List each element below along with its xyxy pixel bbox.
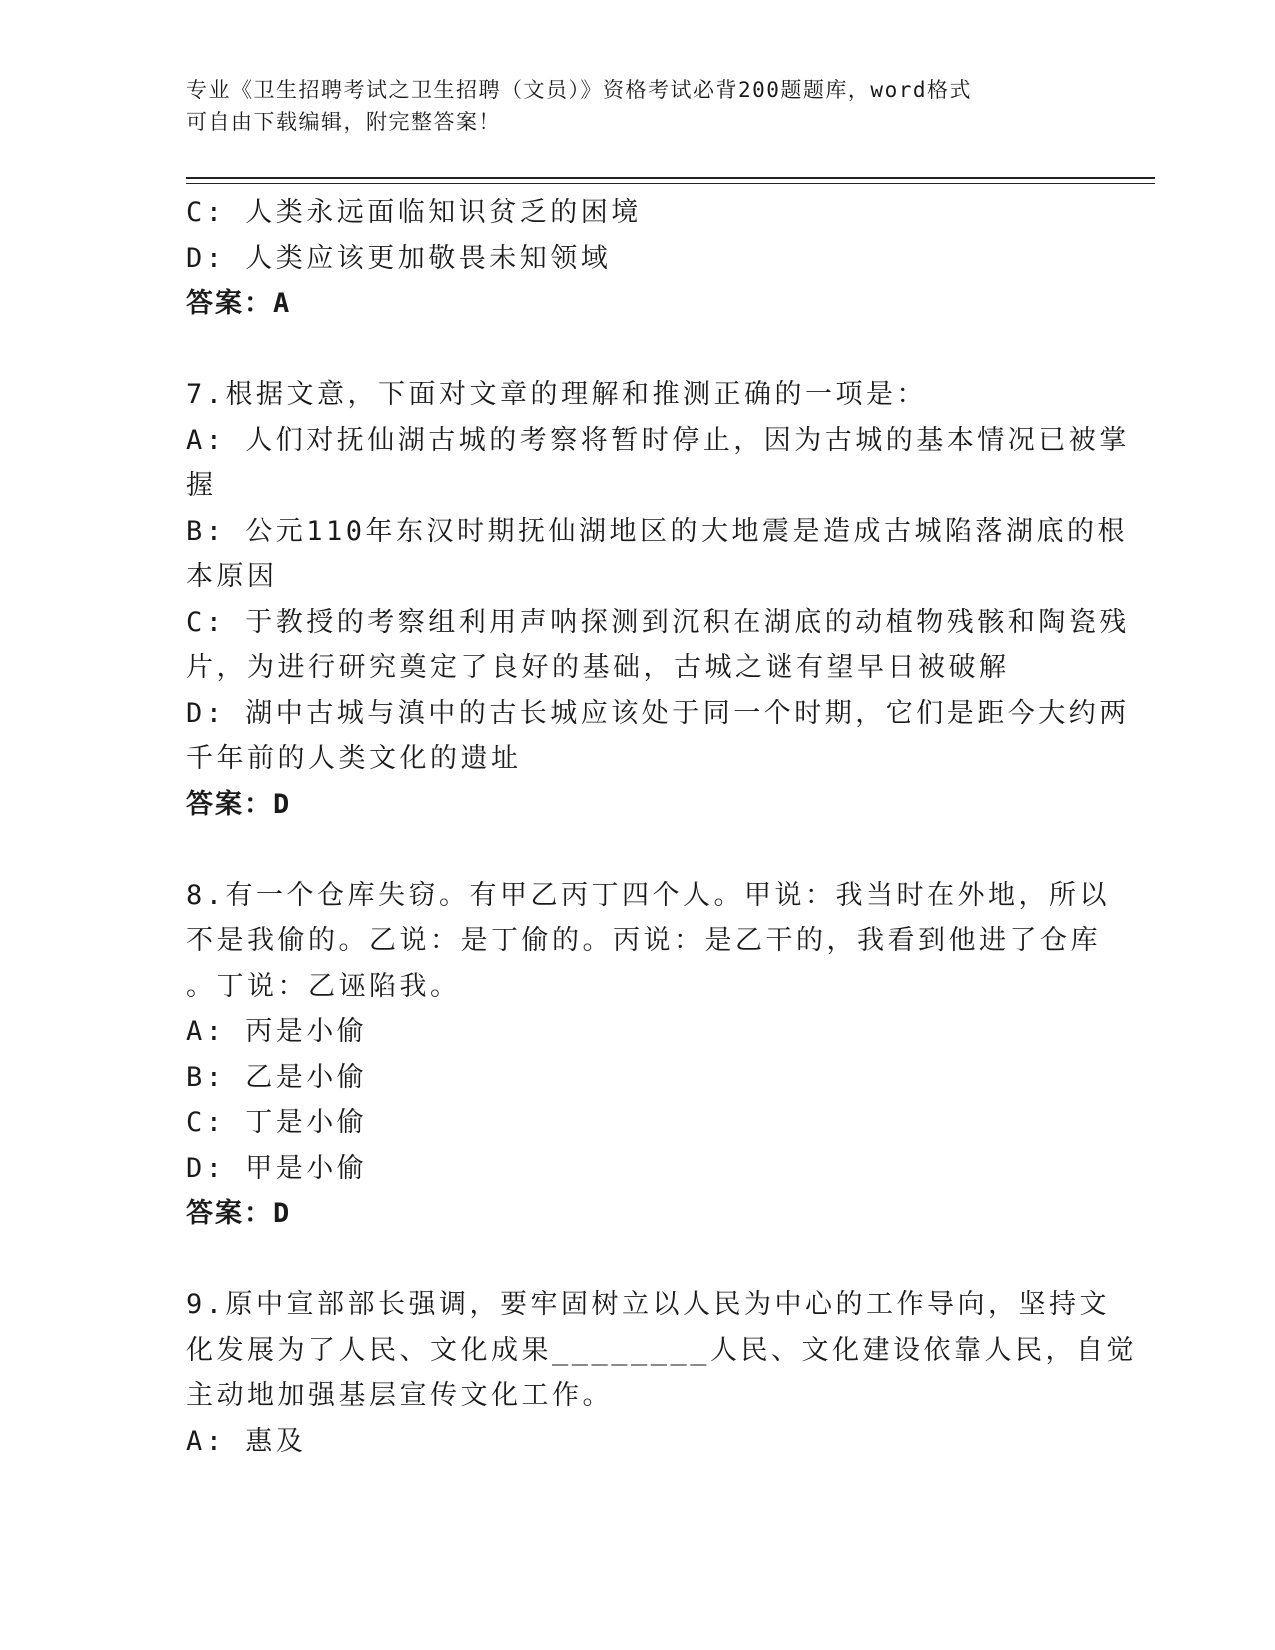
question-stem-cont: 主动地加强基层宣传文化工作。: [186, 1380, 613, 1411]
question-stem: 8.有一个仓库失窃。有甲乙丙丁四个人。甲说：我当时在外地，所以: [186, 879, 1111, 911]
option-d-cont: 千年前的人类文化的遗址: [186, 743, 522, 774]
question-6: [186, 190, 1076, 327]
option-b-cont: 本原因: [186, 561, 278, 592]
question-stem-cont: 不是我偷的。乙说：是丁偷的。丙说：是乙干的，我看到他进了仓库: [186, 925, 1101, 956]
question-stem-cont: 。丁说：乙诬陷我。: [186, 970, 461, 1002]
spacer: [186, 327, 1076, 373]
question-9: [186, 1282, 1138, 1464]
header-line-1: 专业《卫生招聘考试之卫生招聘（文员）》资格考试必背200题题库，word格式: [186, 78, 972, 102]
document-header: [186, 74, 1066, 138]
option-c: C: 人类永远面临知识贫乏的困境: [186, 197, 642, 228]
answer: 答案：D: [186, 788, 292, 820]
question-stem: 7.根据文意，下面对文章的理解和推测正确的一项是：: [186, 379, 928, 410]
question-8: [186, 873, 1111, 1237]
option-b: B: 公元110年东汉时期抚仙湖地区的大地震是造成古城陷落湖底的根: [186, 515, 1129, 547]
answer: 答案：A: [186, 288, 292, 319]
option-a: A: 人们对抚仙湖古城的考察将暂时停止，因为古城的基本情况已被掌: [186, 424, 1130, 456]
option-b: B: 乙是小偷: [186, 1061, 368, 1093]
option-d: D: 人类应该更加敬畏未知领域: [186, 242, 612, 274]
answer: 答案：D: [186, 1198, 292, 1229]
spacer: [186, 827, 1076, 873]
option-d: D: 甲是小偷: [186, 1152, 368, 1184]
option-c: C: 于教授的考察组利用声呐探测到沉积在湖底的动植物残骸和陶瓷残: [186, 606, 1130, 638]
option-a: A: 丙是小偷: [186, 1016, 368, 1047]
option-d: D: 湖中古城与滇中的古长城应该处于同一个时期，它们是距今大约两: [186, 697, 1130, 729]
spacer: [186, 1237, 1076, 1283]
question-stem-cont: 化发展为了人民、文化成果________人民、文化建设依靠人民，自觉: [186, 1334, 1138, 1366]
question-list: [186, 190, 1138, 1464]
option-a-cont: 握: [186, 470, 217, 501]
header-divider-thick: [186, 177, 1155, 179]
option-c: C: 丁是小偷: [186, 1107, 368, 1138]
header-divider-thin: [186, 183, 1155, 184]
header-line-2: 可自由下载编辑，附完整答案！: [186, 110, 501, 134]
question-stem: 9.原中宣部部长强调，要牢固树立以人民为中心的工作导向，坚持文: [186, 1289, 1111, 1320]
question-7: [186, 372, 1130, 827]
option-a: A: 惠及: [186, 1425, 307, 1457]
option-c-cont: 片，为进行研究奠定了良好的基础，古城之谜有望早日被破解: [186, 652, 1010, 683]
